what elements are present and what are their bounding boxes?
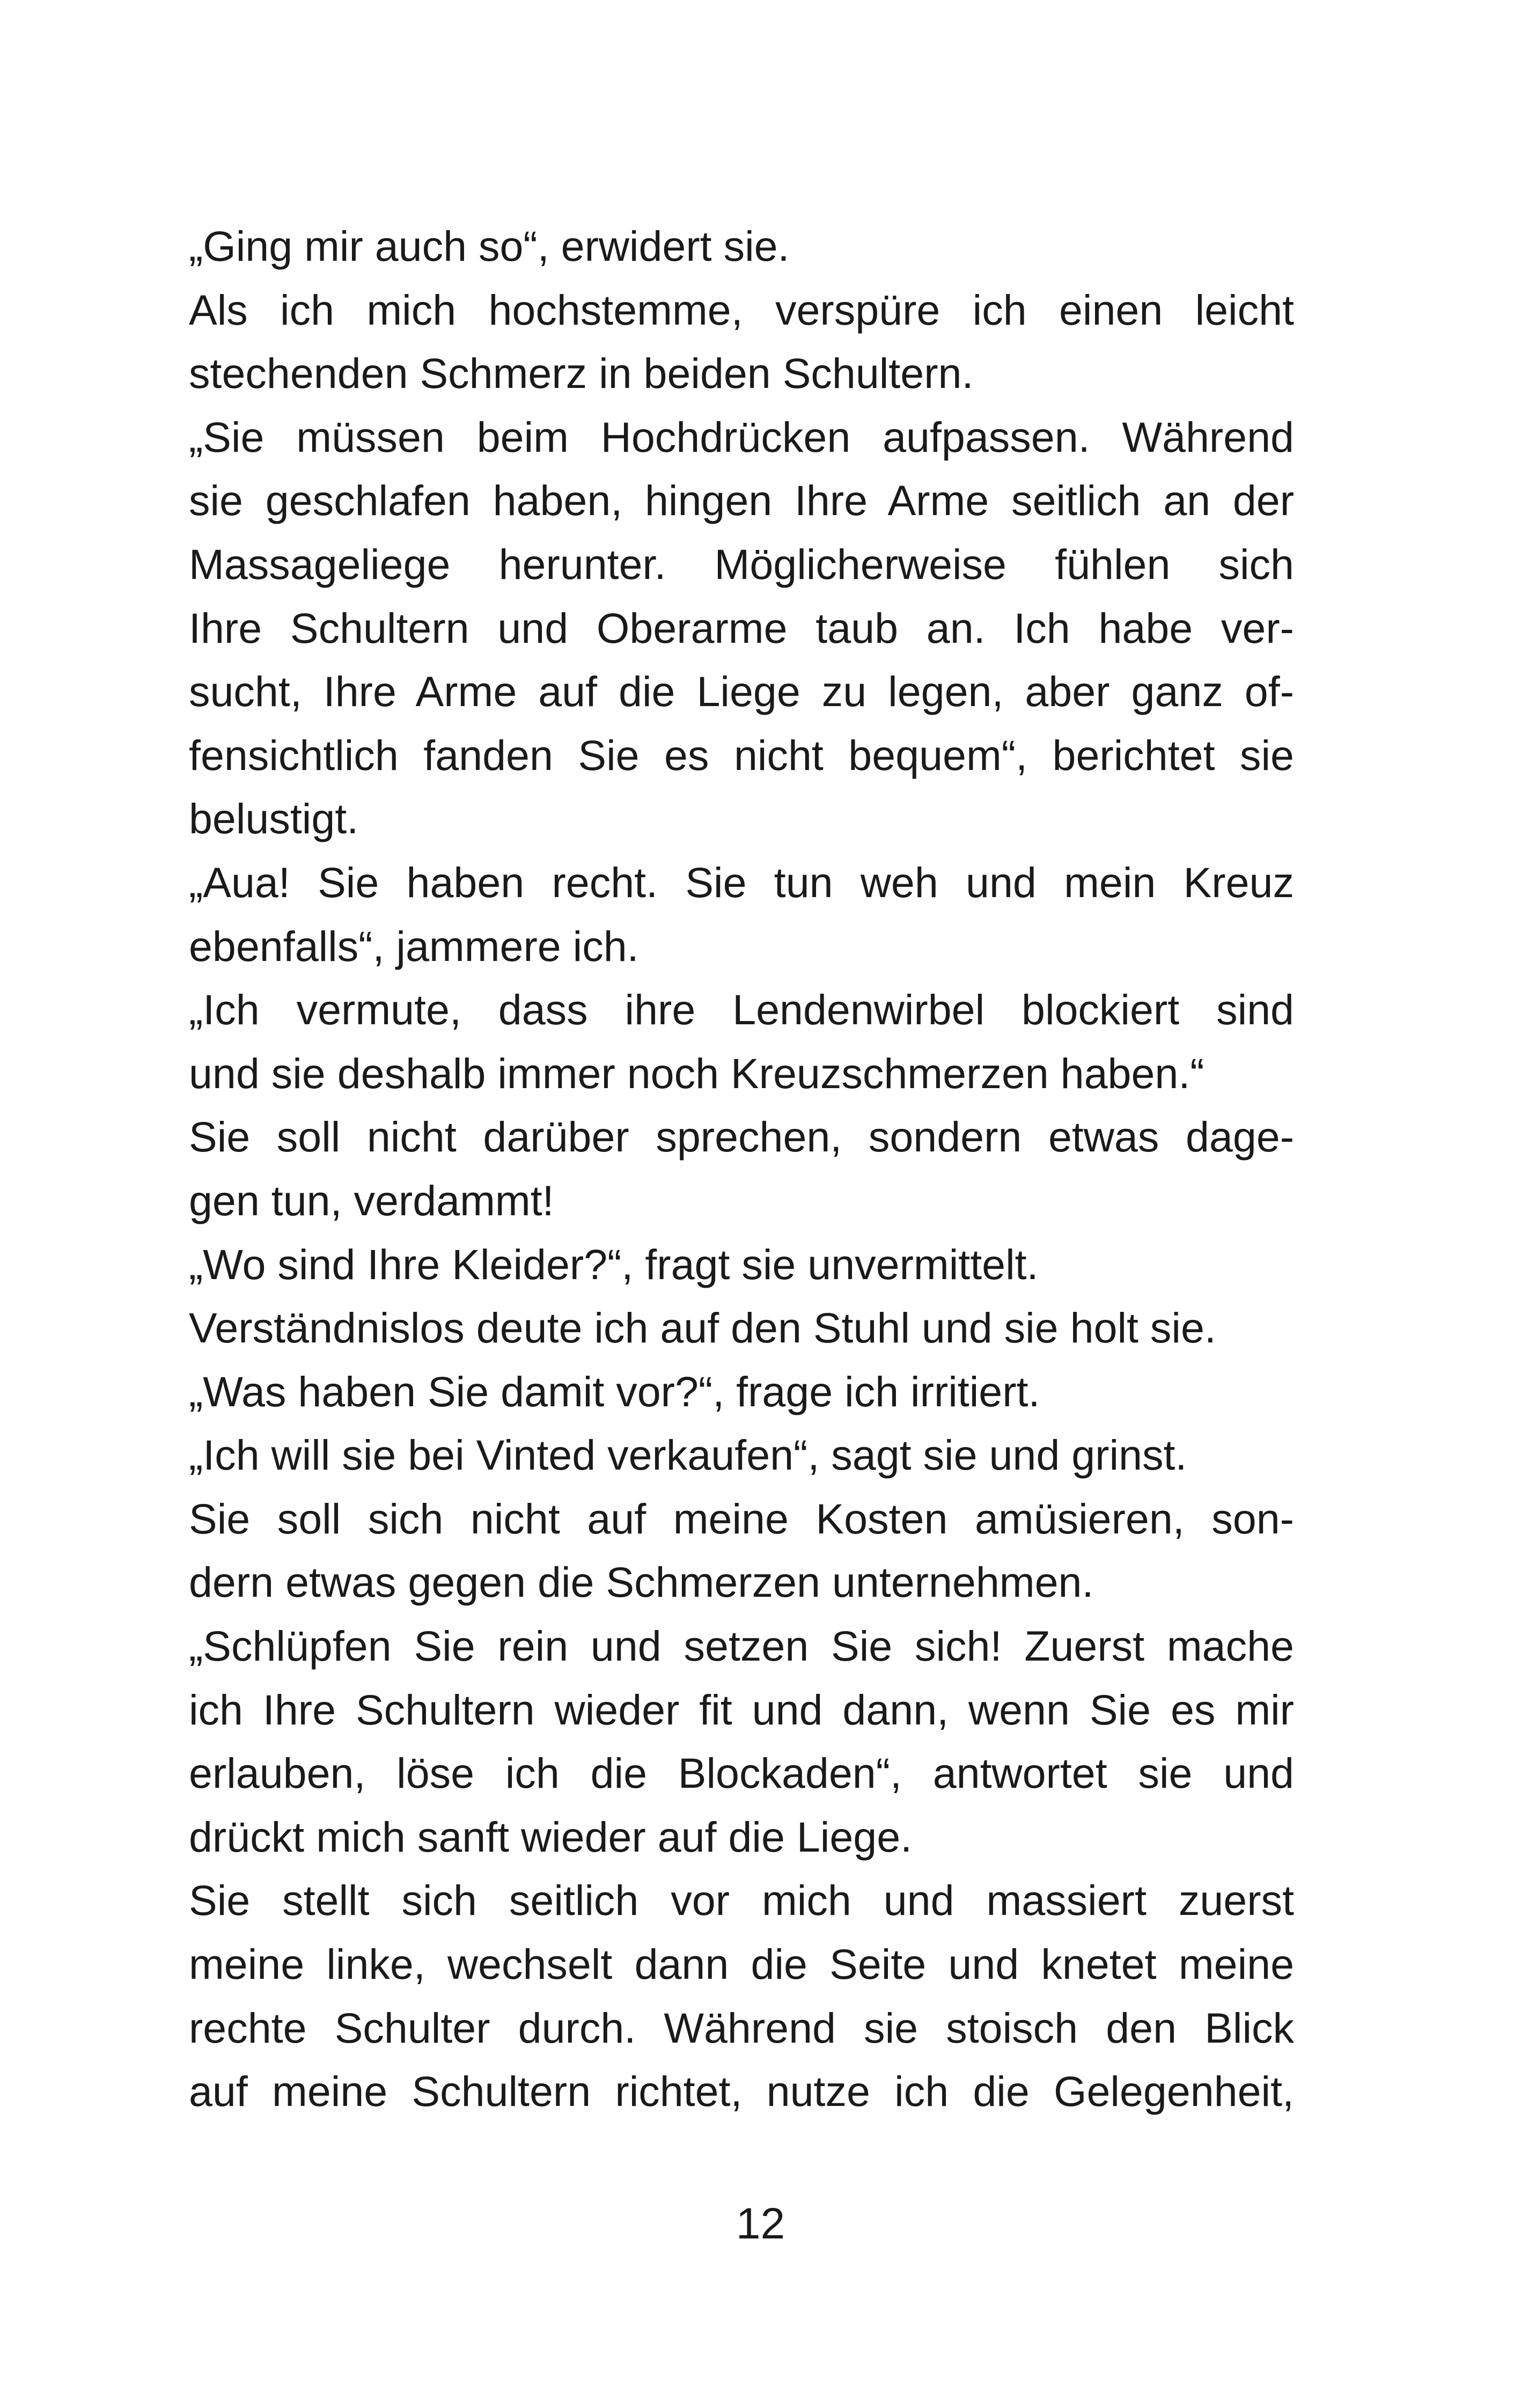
text-line: Als ich mich hochstemme, verspüre ich einen leicht <box>189 285 1294 334</box>
text-line: „Schlüpfen Sie rein und setzen Sie sich! Zuerst mache <box>189 1622 1294 1670</box>
text-line: Massageliege herunter. Möglicherweise fühlen sich <box>189 540 1294 588</box>
text-line: Sie soll sich nicht auf meine Kosten amüsieren, son- <box>189 1494 1294 1543</box>
text-line: rechte Schulter durch. Während sie stoisch den Blick <box>189 2003 1294 2052</box>
text-line: auf meine Schultern richtet, nutze ich die Gelegenheit, <box>189 2067 1294 2116</box>
text-line: sucht, Ihre Arme auf die Liege zu legen, aber ganz of- <box>189 667 1294 716</box>
text-line: fensichtlich fanden Sie es nicht bequem“, berichtet sie <box>189 731 1294 779</box>
page-number: 12 <box>736 2199 785 2248</box>
text-line: ich Ihre Schultern wieder fit und dann, wenn Sie es mir <box>189 1685 1294 1734</box>
text-line: sie geschlafen haben, hingen Ihre Arme seitlich an der <box>189 476 1294 525</box>
text-line: „Ging mir auch so“, erwidert sie. <box>189 222 790 270</box>
text-line: „Sie müssen beim Hochdrücken aufpassen. Während <box>189 413 1294 461</box>
text-line: Verständnislos deute ich auf den Stuhl und sie holt sie. <box>189 1304 1216 1352</box>
text-line: Sie soll nicht darüber sprechen, sondern etwas dage- <box>189 1113 1294 1161</box>
text-line: dern etwas gegen die Schmerzen unternehmen. <box>189 1558 1094 1606</box>
text-line: meine linke, wechselt dann die Seite und knetet meine <box>189 1940 1294 1988</box>
text-line: Ihre Schultern und Oberarme taub an. Ich habe ver- <box>189 604 1294 652</box>
text-line: „Was haben Sie damit vor?“, frage ich irritiert. <box>189 1367 1040 1415</box>
text-line: „Wo sind Ihre Kleider?“, fragt sie unvermittelt. <box>189 1240 1039 1288</box>
text-line: „Ich vermute, dass ihre Lendenwirbel blockiert sind <box>189 986 1294 1034</box>
text-line: Sie stellt sich seitlich vor mich und massiert zuerst <box>189 1876 1294 1925</box>
text-line: „Aua! Sie haben recht. Sie tun weh und mein Kreuz <box>189 858 1294 906</box>
text-line: belustigt. <box>189 795 359 843</box>
text-line: drückt mich sanft wieder auf die Liege. <box>189 1812 913 1861</box>
text-line: ebenfalls“, jammere ich. <box>189 922 639 970</box>
text-line: „Ich will sie bei Vinted verkaufen“, sagt sie und grinst. <box>189 1431 1187 1479</box>
text-line: erlauben, löse ich die Blockaden“, antwortet sie und <box>189 1749 1294 1797</box>
text-line: gen tun, verdammt! <box>189 1176 554 1224</box>
body-text <box>189 215 1294 2124</box>
text-line: stechenden Schmerz in beiden Schultern. <box>189 349 974 398</box>
text-line: und sie deshalb immer noch Kreuzschmerzen haben.“ <box>189 1049 1204 1097</box>
